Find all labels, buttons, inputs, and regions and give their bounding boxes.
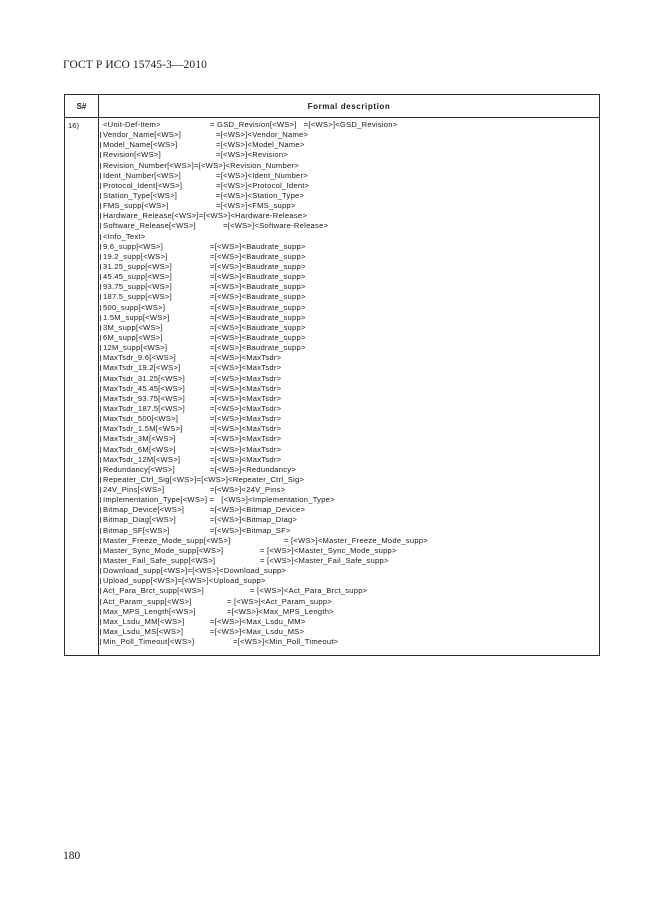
formal-line-left: Master_Fail_Safe_supp[<WS>]	[103, 556, 216, 566]
formal-line-left: MaxTsdr_45.45[<WS>]	[103, 383, 185, 393]
formal-line-right: =[<WS>]<MaxTsdr>	[210, 363, 282, 373]
margin-tick	[100, 447, 101, 453]
formal-line	[100, 434, 598, 444]
formal-line-left: 45.45_supp[<WS>]	[103, 272, 173, 282]
formal-line-left: MaxTsdr_93.75[<WS>]	[103, 393, 185, 403]
formal-line-left: 500_supp[<WS>]	[103, 302, 166, 312]
formal-line-left: Protocol_Ident[<WS>]	[103, 180, 183, 190]
formal-line-left: 3M_supp[<WS>]	[103, 322, 163, 332]
margin-tick	[100, 335, 101, 341]
formal-line	[100, 211, 598, 221]
formal-line	[100, 576, 598, 586]
margin-tick	[100, 578, 101, 584]
formal-line-left: 93.75_supp[<WS>]	[103, 282, 173, 292]
formal-line-left: MaxTsdr_12M[<WS>]	[103, 454, 181, 464]
formal-line-right: =[<WS>]<MaxTsdr>	[210, 434, 282, 444]
margin-tick	[100, 386, 101, 392]
formal-line-right: =[<WS>]<Baudrate_supp>	[210, 332, 306, 342]
margin-tick	[100, 588, 101, 594]
formal-line	[100, 627, 598, 637]
formal-line-right: = GSD_Revision[<WS>] =[<WS>]<GSD_Revision>	[210, 120, 398, 129]
margin-tick	[100, 254, 101, 260]
formal-line	[100, 556, 598, 566]
formal-line-right: =[<WS>]<MaxTsdr>	[210, 444, 282, 454]
formal-line-right: =[<WS>]<Vendor_Name>	[216, 130, 309, 140]
margin-tick	[100, 355, 101, 361]
formal-line	[100, 242, 598, 252]
formal-line	[100, 130, 598, 140]
formal-line-right: =[<WS>]<Baudrate_supp>	[210, 251, 306, 261]
formal-line	[100, 303, 598, 313]
formal-line-left: <Info_Text>	[103, 231, 146, 241]
formal-line	[100, 232, 598, 242]
margin-tick	[100, 416, 101, 422]
formal-line-right: =[<WS>]<Bitmap_Diag>	[210, 515, 298, 525]
margin-tick	[100, 457, 101, 463]
formal-line-right: =[<WS>]<Ident_Number>	[216, 170, 308, 180]
formal-line-left: Ident_Number[<WS>]	[103, 170, 181, 180]
formal-line-left: Max_Lsdu_MM[<WS>]	[103, 616, 185, 626]
formal-line	[100, 495, 598, 505]
formal-line-left: 19.2_supp[<WS>]	[103, 251, 168, 261]
formal-line-left: 24V_Pins[<WS>]	[103, 485, 165, 495]
formal-line	[100, 404, 598, 414]
formal-line	[100, 597, 598, 607]
margin-tick	[100, 639, 101, 645]
formal-line	[100, 161, 598, 171]
formal-line	[100, 414, 598, 424]
margin-tick	[100, 376, 101, 382]
formal-line	[100, 445, 598, 455]
formal-line-left: Max_Lsdu_MS[<WS>]	[103, 627, 184, 637]
formal-line-right: =[<WS>]<Baudrate_supp>	[210, 282, 306, 292]
formal-line-left: Max_MPS_Length[<WS>]	[103, 606, 196, 616]
margin-tick	[100, 173, 101, 179]
column-header-s: S#	[76, 102, 87, 111]
margin-tick	[100, 436, 101, 442]
formal-line	[100, 333, 598, 343]
formal-line-left: 1.5M_supp[<WS>]	[103, 312, 170, 322]
formal-line-left: Repeater_Ctrl_Sig[<WS>]=[<WS>]<Repeater_Ctrl_Sig>	[103, 474, 305, 484]
margin-tick	[100, 629, 101, 635]
margin-tick	[100, 223, 101, 229]
formal-line	[100, 150, 598, 160]
formal-line-right: =[<WS>]<Baudrate_supp>	[210, 322, 306, 332]
formal-line	[100, 323, 598, 333]
formal-line-left: Min_Poll_Timeout[<WS>]	[103, 637, 195, 647]
formal-line-right: =[<WS>]<Baudrate_supp>	[210, 343, 306, 353]
margin-tick	[100, 538, 101, 544]
formal-line	[100, 374, 598, 384]
formal-line	[100, 252, 598, 262]
formal-line-left: MaxTsdr_9.6[<WS>]	[103, 353, 177, 363]
formal-line-left: 9.6_supp[<WS>]	[103, 241, 164, 251]
formal-line-right: =[<WS>]<Max_MPS_Length>	[227, 606, 334, 616]
formal-line-right: =[<WS>]<MaxTsdr>	[210, 414, 282, 424]
formal-line-right: =[<WS>]<MaxTsdr>	[210, 353, 282, 363]
formal-line-left: MaxTsdr_6M[<WS>]	[103, 444, 176, 454]
header-divider	[65, 117, 599, 118]
formal-line	[100, 262, 598, 272]
formal-line-right: = [<WS>]<Act_Para_Brct_supp>	[250, 586, 368, 596]
formal-line	[100, 313, 598, 323]
formal-line	[100, 607, 598, 617]
margin-tick	[100, 193, 101, 199]
formal-line-right: =[<WS>]<Min_Poll_Timeout>	[233, 637, 339, 647]
formal-line-right: =[<WS>]<Baudrate_supp>	[210, 272, 306, 282]
formal-line	[100, 384, 598, 394]
margin-tick	[100, 203, 101, 209]
formal-line	[100, 292, 598, 302]
formal-line	[100, 637, 598, 647]
row-number: 16)	[68, 121, 79, 130]
margin-tick	[100, 406, 101, 412]
formal-line-right: = [<WS>]<Master_Fail_Safe_supp>	[260, 556, 389, 566]
margin-tick	[100, 132, 101, 138]
formal-line-left: MaxTsdr_3M[<WS>]	[103, 434, 176, 444]
formal-line-right: =[<WS>]<Model_Name>	[216, 140, 305, 150]
formal-line	[100, 343, 598, 353]
margin-tick	[100, 568, 101, 574]
formal-line-right: =[<WS>]<MaxTsdr>	[210, 393, 282, 403]
formal-line	[100, 526, 598, 536]
formal-line-right: =[<WS>]<Baudrate_supp>	[210, 261, 306, 271]
formal-line-right: = [<WS>]<Act_Param_supp>	[227, 596, 332, 606]
formal-line-left: 12M_supp[<WS>]	[103, 343, 168, 353]
margin-tick	[100, 264, 101, 270]
formal-line-left: Master_Freeze_Mode_supp[<WS>]	[103, 535, 231, 545]
margin-tick	[100, 152, 101, 158]
margin-tick	[100, 142, 101, 148]
formal-line-left: <Unit-Def-Item>	[103, 120, 161, 129]
formal-line-right: =[<WS>]<Station_Type>	[216, 190, 305, 200]
formal-line-left: Master_Sync_Mode_supp[<WS>]	[103, 545, 224, 555]
formal-line-right: =[<WS>]<MaxTsdr>	[210, 383, 282, 393]
margin-tick	[100, 274, 101, 280]
formal-line-right: =[<WS>]<Baudrate_supp>	[210, 292, 306, 302]
margin-tick	[100, 294, 101, 300]
margin-tick	[100, 183, 101, 189]
formal-description-table	[64, 94, 600, 656]
formal-line	[100, 140, 598, 150]
formal-line-right: =[<WS>]<Baudrate_supp>	[210, 312, 306, 322]
formal-line-right: =[<WS>]<MaxTsdr>	[210, 454, 282, 464]
formal-line-right: = [<WS>]<Master_Sync_Mode_supp>	[260, 545, 397, 555]
formal-line-left: Implementation_Type[<WS>] = [<WS>]<Implementation_Type>	[103, 495, 335, 505]
formal-line	[100, 546, 598, 556]
formal-line	[100, 221, 598, 231]
formal-line	[100, 515, 598, 525]
page-header: ГОСТ Р ИСО 15745-3—2010	[63, 59, 207, 71]
formal-line	[100, 424, 598, 434]
margin-tick	[100, 163, 101, 169]
formal-line	[100, 201, 598, 211]
formal-line-left: Upload_supp[<WS>]=[<WS>]<Upload_supp>	[103, 576, 266, 586]
margin-tick	[100, 599, 101, 605]
margin-tick	[100, 345, 101, 351]
margin-tick	[100, 467, 101, 473]
margin-tick	[100, 609, 101, 615]
margin-tick	[100, 234, 101, 240]
margin-tick	[100, 244, 101, 250]
formal-line-right: =[<WS>]<MaxTsdr>	[210, 373, 282, 383]
formal-line-right: =[<WS>]<Software-Release>	[223, 221, 329, 231]
margin-tick	[100, 325, 101, 331]
formal-line	[100, 455, 598, 465]
margin-tick	[100, 284, 101, 290]
formal-line-right: =[<WS>]<Revision>	[216, 150, 288, 160]
formal-line-left: Act_Para_Brct_supp[<WS>]	[103, 586, 204, 596]
formal-line-left: Download_supp[<WS>]=[<WS>]<Download_supp>	[103, 566, 287, 576]
formal-line-left: Act_Param_supp[<WS>]	[103, 596, 192, 606]
formal-line-left: 6M_supp[<WS>]	[103, 332, 163, 342]
formal-line-right: =[<WS>]<FMS_supp>	[216, 201, 296, 211]
formal-line-left: Bitmap_Device[<WS>]	[103, 505, 185, 515]
formal-line-left: Bitmap_SF[<WS>]	[103, 525, 170, 535]
margin-tick	[100, 315, 101, 321]
formal-line-left: Bitmap_Diag[<WS>]	[103, 515, 177, 525]
formal-line-right: =[<WS>]<24V_Pins>	[210, 485, 286, 495]
formal-line-left: MaxTsdr_187.5[<WS>]	[103, 403, 185, 413]
formal-line-left: Model_Name[<WS>]	[103, 140, 178, 150]
margin-tick	[100, 548, 101, 554]
margin-tick	[100, 619, 101, 625]
formal-line-left: MaxTsdr_31.25[<WS>]	[103, 373, 185, 383]
formal-line-left: FMS_supp[<WS>]	[103, 201, 169, 211]
margin-tick	[100, 213, 101, 219]
margin-tick	[100, 528, 101, 534]
formal-line	[100, 181, 598, 191]
formal-line	[100, 394, 598, 404]
formal-line-right: =[<WS>]<Bitmap_SF>	[210, 525, 291, 535]
formal-line	[100, 120, 598, 130]
formal-line-left: Hardware_Release[<WS>]=[<WS>]<Hardware-Release>	[103, 211, 308, 221]
page-number: 180	[63, 850, 81, 862]
margin-tick	[100, 396, 101, 402]
formal-line	[100, 465, 598, 475]
formal-line-right: =[<WS>]<Max_Lsdu_MS>	[210, 627, 305, 637]
formal-line-left: MaxTsdr_19.2[<WS>]	[103, 363, 181, 373]
formal-line-left: 31.25_supp[<WS>]	[103, 261, 173, 271]
formal-line-left: MaxTsdr_1.5M[<WS>]	[103, 424, 183, 434]
formal-line	[100, 363, 598, 373]
column-header-formal-description: Formal description	[307, 102, 391, 111]
formal-line-left: Revision_Number[<WS>]=[<WS>]<Revision_Number>	[103, 160, 299, 170]
margin-tick	[100, 517, 101, 523]
margin-tick	[100, 305, 101, 311]
formal-line-right: =[<WS>]<MaxTsdr>	[210, 403, 282, 413]
margin-tick	[100, 426, 101, 432]
margin-tick	[100, 497, 101, 503]
column-divider	[98, 95, 99, 655]
formal-line	[100, 586, 598, 596]
formal-line-left: Station_Type[<WS>]	[103, 190, 178, 200]
formal-line-right: =[<WS>]<Bitmap_Device>	[210, 505, 306, 515]
formal-description-lines	[100, 120, 598, 647]
formal-line-right: = [<WS>]<Master_Freeze_Mode_supp>	[284, 535, 428, 545]
formal-line-left: Vendor_Name[<WS>]	[103, 130, 182, 140]
formal-line-right: =[<WS>]<Redundancy>	[210, 464, 297, 474]
formal-line-left: 187.5_supp[<WS>]	[103, 292, 173, 302]
formal-line	[100, 171, 598, 181]
formal-line	[100, 566, 598, 576]
formal-line-left: Software_Release[<WS>]	[103, 221, 196, 231]
formal-line-left: Revision[<WS>]	[103, 150, 161, 160]
formal-line	[100, 282, 598, 292]
margin-tick	[100, 477, 101, 483]
formal-line-right: =[<WS>]<Baudrate_supp>	[210, 302, 306, 312]
formal-line	[100, 475, 598, 485]
formal-line	[100, 191, 598, 201]
formal-line-right: =[<WS>]<Max_Lsdu_MM>	[210, 616, 306, 626]
formal-line	[100, 617, 598, 627]
formal-line	[100, 485, 598, 495]
formal-line	[100, 505, 598, 515]
formal-line	[100, 353, 598, 363]
formal-line	[100, 272, 598, 282]
formal-line-left: Redundancy[<WS>]	[103, 464, 175, 474]
formal-line-left: MaxTsdr_500[<WS>]	[103, 414, 179, 424]
margin-tick	[100, 365, 101, 371]
margin-tick	[100, 507, 101, 513]
formal-line-right: =[<WS>]<MaxTsdr>	[210, 424, 282, 434]
margin-tick	[100, 558, 101, 564]
margin-tick	[100, 487, 101, 493]
formal-line	[100, 536, 598, 546]
formal-line-right: =[<WS>]<Protocol_Ident>	[216, 180, 310, 190]
formal-line-right: =[<WS>]<Baudrate_supp>	[210, 241, 306, 251]
